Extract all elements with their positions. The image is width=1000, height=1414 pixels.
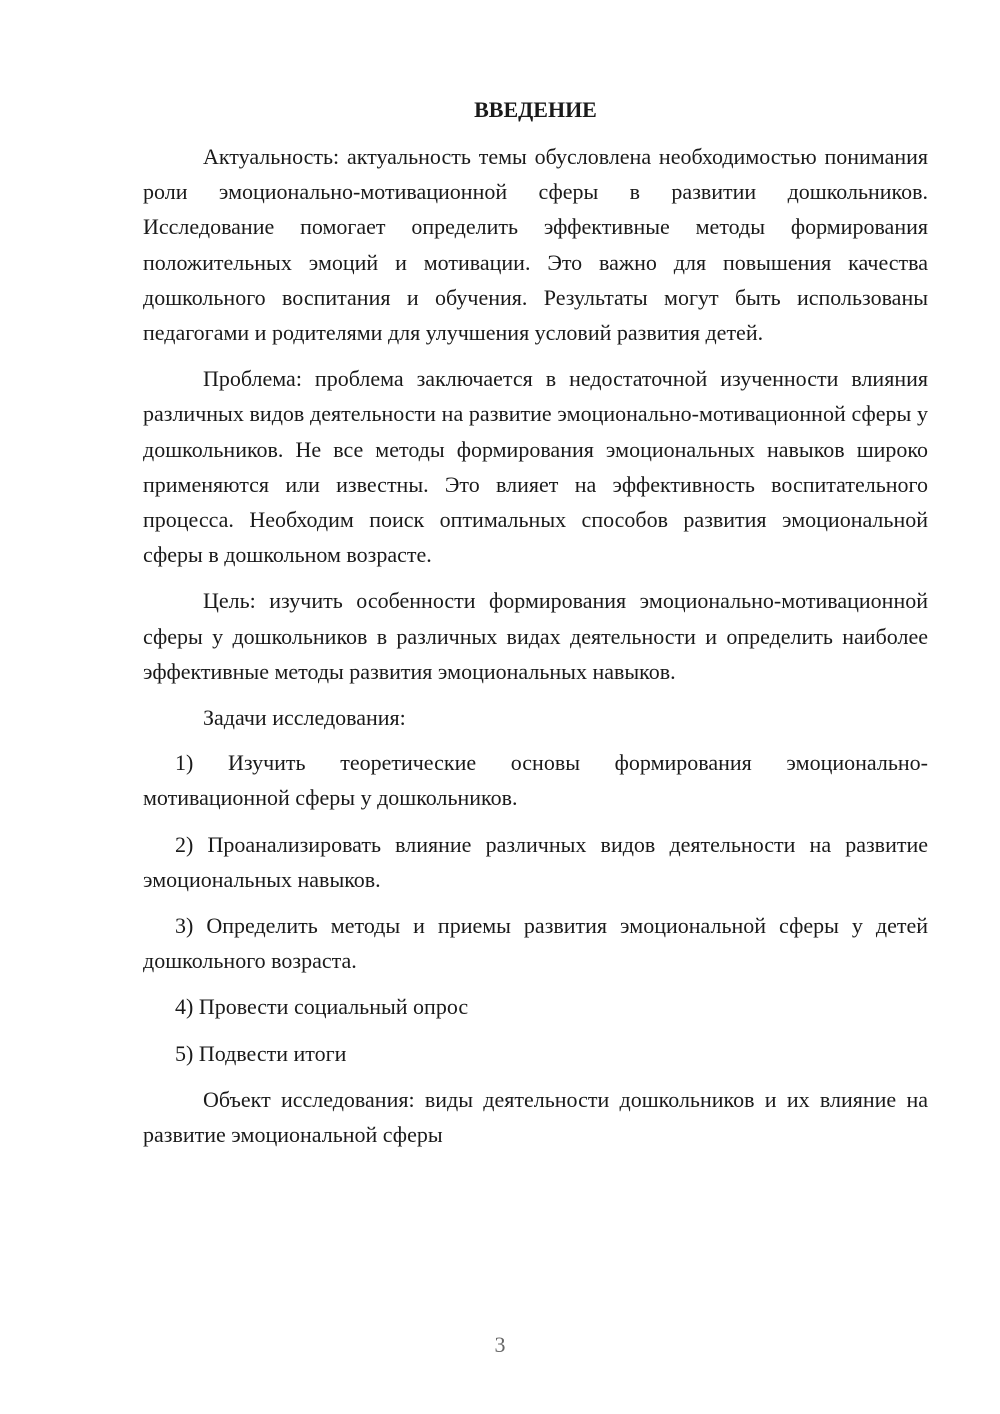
section-heading: ВВЕДЕНИЕ bbox=[474, 97, 597, 122]
object-paragraph: Объект исследования: виды деятельности дошкольников и их влияние на развитие эмоциональной сферы bbox=[143, 1086, 928, 1148]
task-item-3: 3) Определить методы и приемы развития эмоциональной сферы у детей дошкольного возраста. bbox=[143, 913, 928, 974]
goal-paragraph: Цель: изучить особенности формирования эмоционально-мотивационной сферы у дошкольников в различных видах деятельности и определить наиболее эффективные методы развития эмоциональных навыков. bbox=[143, 588, 928, 684]
task-item-1: 1) Изучить теоретические основы формирования эмоционально-мотивационной сферы у дошкольников. bbox=[143, 750, 928, 811]
tasks-heading: Задачи исследования: bbox=[203, 705, 406, 731]
task-item-2: 2) Проанализировать влияние различных видов деятельности на развитие эмоциональных навыков. bbox=[143, 831, 928, 892]
relevance-paragraph: Актуальность: актуальность темы обусловлена необходимостью понимания роли эмоционально-мотивационной сферы в развитии дошкольников. Исследование помогает определить эффективные методы формирования положительных эмоций и мотивации. Это важно для повышения качества дошкольного воспитания и обучения. Результаты могут быть использованы педагогами и родителями для улучшения условий развития детей. bbox=[143, 144, 928, 346]
task-item-4: 4) Провести социальный опрос bbox=[175, 994, 469, 1020]
task-item-5: 5) Подвести итоги bbox=[175, 1040, 347, 1066]
page-number: 3 bbox=[494, 1332, 506, 1357]
problem-paragraph: Проблема: проблема заключается в недостаточной изученности влияния различных видов деятельности на развитие эмоционально-мотивационной сферы у дошкольников. Не все методы формирования эмоциональных навыков широко применяются или известны. Это влияет на эффективность воспитательного процесса. Необходим поиск оптимальных способов развития эмоциональной сферы в дошкольном возрасте. bbox=[143, 366, 928, 568]
document-body bbox=[143, 92, 928, 1163]
